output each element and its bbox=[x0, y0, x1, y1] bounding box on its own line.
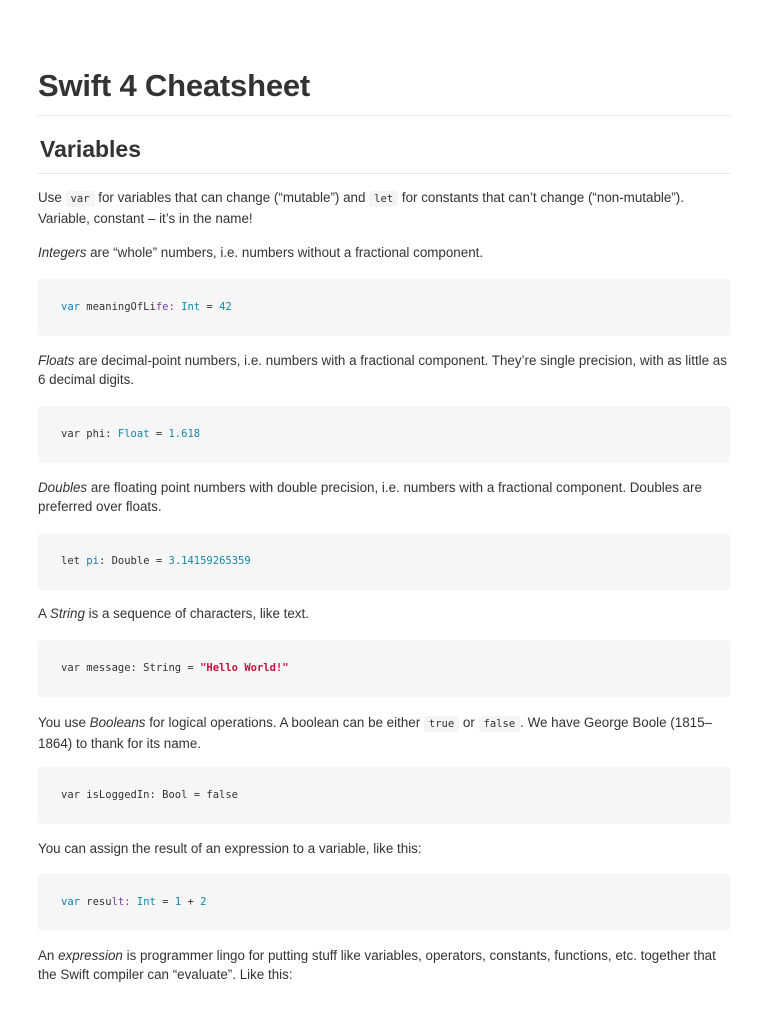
inline-code-true: true bbox=[424, 716, 459, 732]
code-block-double: let pi: Double = 3.14159265359 bbox=[38, 533, 730, 590]
inline-code-false: false bbox=[479, 716, 521, 732]
booleans-paragraph: You use Booleans for logical operations. A boolean can be either true or false . We have George Boole (1815–1864) to thank for its name. bbox=[38, 715, 712, 751]
section-heading-variables: Variables bbox=[40, 136, 142, 162]
integers-paragraph: Integers are “whole” numbers, i.e. numbers without a fractional component. bbox=[38, 245, 484, 260]
title-divider bbox=[38, 115, 730, 116]
code-block-expression: var result: Int = 1 + 2 bbox=[38, 874, 730, 931]
code-block-string: var message: String = "Hello World!" bbox=[38, 640, 730, 697]
code-block-bool: var isLoggedIn: Bool = false bbox=[38, 767, 730, 824]
assign-paragraph: You can assign the result of an expression to a variable, like this: bbox=[38, 841, 422, 856]
page-title: Swift 4 Cheatsheet bbox=[38, 68, 311, 103]
code-block-float: var phi: Float = 1.618 bbox=[38, 406, 730, 463]
expression-paragraph: An expression is programmer lingo for putting stuff like variables, operators, constants, functions, etc. together that the Swift compiler can “evaluate”. Like this: bbox=[38, 948, 716, 982]
doubles-paragraph: Doubles are floating point numbers with double precision, i.e. numbers with a fractional component. Doubles are preferred over floats. bbox=[38, 480, 702, 514]
floats-paragraph: Floats are decimal-point numbers, i.e. numbers with a fractional component. They’re single precision, with as little as 6 decimal digits. bbox=[38, 353, 727, 387]
string-paragraph: A String is a sequence of characters, like text. bbox=[38, 606, 309, 621]
section-divider bbox=[38, 173, 730, 174]
intro-paragraph: Use var for variables that can change (“mutable”) and let for constants that can’t change (“non-mutable”). Variable, constant – it’s in the name! bbox=[38, 190, 684, 226]
inline-code-let: let bbox=[369, 191, 398, 207]
code-block-integer: var meaningOfLife: Int = 42 bbox=[38, 279, 730, 336]
inline-code-var: var bbox=[66, 191, 95, 207]
